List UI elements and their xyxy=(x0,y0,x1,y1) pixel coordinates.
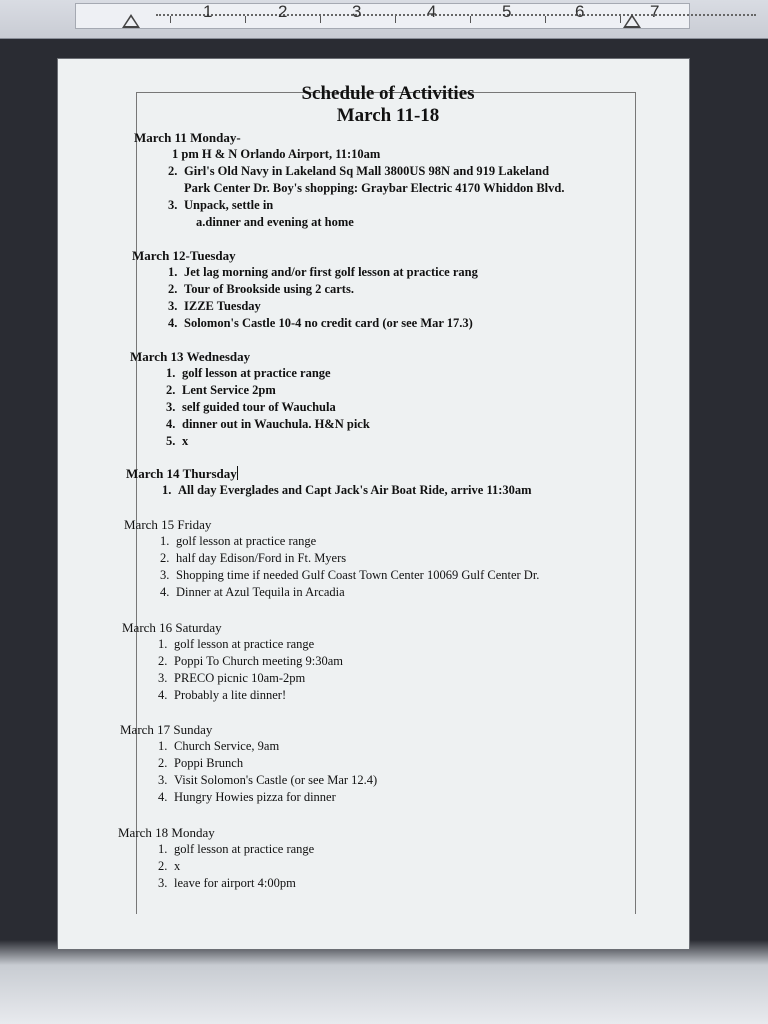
item-number: 1. xyxy=(160,534,170,548)
ruler-tick xyxy=(245,16,246,23)
item-text: Poppi To Church meeting 9:30am xyxy=(174,654,344,668)
item-text: Park Center Dr. Boy's shopping: Graybar Electric 4170 Whiddon Blvd. xyxy=(184,181,565,195)
item-text: Girl's Old Navy in Lakeland Sq Mall 3800US 98N and 919 Lakeland xyxy=(184,164,550,178)
item-number: 1. xyxy=(162,483,172,497)
list-item[interactable] xyxy=(134,197,694,214)
item-text: half day Edison/Ford in Ft. Myers xyxy=(176,551,347,565)
left-indent-marker-icon[interactable] xyxy=(122,14,140,28)
ruler-number: 6 xyxy=(575,2,585,21)
item-text: golf lesson at practice range xyxy=(174,842,315,856)
item-text: All day Everglades and Capt Jack's Air Boat Ride, arrive 11:30am xyxy=(178,483,532,497)
item-number: 2. xyxy=(168,282,178,296)
document-page[interactable] xyxy=(57,58,690,950)
list-item[interactable] xyxy=(130,399,690,416)
list-item[interactable] xyxy=(134,146,694,163)
day-section-march-14 xyxy=(126,465,686,499)
item-text: Tour of Brookside using 2 carts. xyxy=(184,282,354,296)
list-item[interactable] xyxy=(118,875,678,892)
list-item[interactable] xyxy=(130,416,690,433)
item-text: Unpack, settle in xyxy=(184,198,274,212)
item-text: Solomon's Castle 10-4 no credit card (or see Mar 17.3) xyxy=(184,316,473,330)
ruler-number: 2 xyxy=(278,2,288,21)
item-text: Dinner at Azul Tequila in Arcadia xyxy=(176,585,345,599)
day-section-march-11 xyxy=(134,129,694,231)
screen-bottom-area xyxy=(0,940,768,1024)
item-text: Visit Solomon's Castle (or see Mar 12.4) xyxy=(174,773,378,787)
item-number: 3. xyxy=(158,876,168,890)
list-item[interactable] xyxy=(132,298,692,315)
item-number: 2. xyxy=(158,654,168,668)
item-number: 4. xyxy=(160,585,170,599)
item-number: 3. xyxy=(158,773,168,787)
list-item[interactable] xyxy=(132,264,692,281)
item-number: 1. xyxy=(158,637,168,651)
list-item[interactable] xyxy=(130,382,690,399)
day-section-march-13 xyxy=(130,348,690,450)
ruler-number: 5 xyxy=(502,2,512,21)
list-item[interactable] xyxy=(122,653,682,670)
day-heading[interactable]: March 13 Wednesday xyxy=(130,349,251,364)
list-item[interactable] xyxy=(120,755,680,772)
list-item[interactable] xyxy=(134,163,694,180)
day-heading[interactable]: March 11 Monday- xyxy=(134,130,241,145)
day-section-march-12 xyxy=(132,247,692,332)
item-text: Poppi Brunch xyxy=(174,756,244,770)
item-text: x xyxy=(182,434,189,448)
item-text: golf lesson at practice range xyxy=(174,637,315,651)
list-item[interactable] xyxy=(130,433,690,450)
ruler-tick xyxy=(545,16,546,23)
ruler-number: 3 xyxy=(352,2,362,21)
list-item[interactable] xyxy=(124,550,684,567)
item-number: 2. xyxy=(166,383,176,397)
item-text: PRECO picnic 10am-2pm xyxy=(174,671,306,685)
ruler-tick xyxy=(170,16,171,23)
item-text: Shopping time if needed Gulf Coast Town Center 10069 Gulf Center Dr. xyxy=(176,568,540,582)
item-letter: a. xyxy=(196,215,206,229)
item-text: dinner out in Wauchula. H&N pick xyxy=(182,417,370,431)
list-item[interactable] xyxy=(120,738,680,755)
item-number: 3. xyxy=(158,671,168,685)
item-number: 3. xyxy=(168,198,178,212)
day-section-march-17 xyxy=(120,721,680,806)
list-item[interactable] xyxy=(132,315,692,332)
item-number: 2. xyxy=(158,756,168,770)
ruler-tick xyxy=(470,16,471,23)
day-heading[interactable]: March 15 Friday xyxy=(124,517,212,532)
list-item[interactable] xyxy=(124,533,684,550)
day-section-march-16 xyxy=(122,619,682,704)
horizontal-ruler[interactable] xyxy=(0,0,768,39)
ruler-track[interactable] xyxy=(75,3,690,29)
list-item[interactable] xyxy=(126,482,686,499)
title-line-1: Schedule of Activities xyxy=(301,83,475,104)
list-item[interactable] xyxy=(120,789,680,806)
ruler-tick xyxy=(620,16,621,23)
item-number: 2. xyxy=(160,551,170,565)
item-text: golf lesson at practice range xyxy=(182,366,331,380)
item-number: 4. xyxy=(158,688,168,702)
item-number: 4. xyxy=(166,417,176,431)
item-number: 3. xyxy=(166,400,176,414)
list-item[interactable] xyxy=(122,670,682,687)
item-number: 4. xyxy=(168,316,178,330)
item-text: IZZE Tuesday xyxy=(184,299,261,313)
item-number: 5. xyxy=(166,434,176,448)
list-item[interactable] xyxy=(122,636,682,653)
item-number: 1. xyxy=(158,739,168,753)
list-item[interactable] xyxy=(134,180,694,197)
list-item[interactable] xyxy=(122,687,682,704)
item-text: x xyxy=(174,859,181,873)
ruler-tick xyxy=(395,16,396,23)
item-number: 1. xyxy=(166,366,176,380)
list-item[interactable] xyxy=(124,567,684,584)
day-heading[interactable]: March 18 Monday xyxy=(118,825,215,840)
item-text: Hungry Howies pizza for dinner xyxy=(174,790,336,804)
item-text: golf lesson at practice range xyxy=(176,534,317,548)
item-number: 1. xyxy=(158,842,168,856)
item-number: 4. xyxy=(158,790,168,804)
item-text: Lent Service 2pm xyxy=(182,383,276,397)
day-heading-text: March 14 Thursday xyxy=(126,466,237,481)
text-cursor xyxy=(237,466,238,480)
day-section-march-15 xyxy=(124,516,684,601)
list-item[interactable] xyxy=(130,365,690,382)
list-item[interactable] xyxy=(132,281,692,298)
sub-list-item[interactable] xyxy=(134,214,694,231)
item-text: self guided tour of Wauchula xyxy=(182,400,336,414)
item-number: 1. xyxy=(168,265,178,279)
ruler-tick xyxy=(320,16,321,23)
ruler-number: 7 xyxy=(650,2,660,21)
item-number: 3. xyxy=(160,568,170,582)
item-text: dinner and evening at home xyxy=(205,215,354,229)
item-text: 1 pm H & N Orlando Airport, 11:10am xyxy=(172,147,381,161)
document-title xyxy=(218,83,558,127)
ruler-number: 4 xyxy=(427,2,437,21)
list-item[interactable] xyxy=(120,772,680,789)
day-heading[interactable]: March 16 Saturday xyxy=(122,620,222,635)
day-heading[interactable]: March 17 Sunday xyxy=(120,722,213,737)
item-text: leave for airport 4:00pm xyxy=(174,876,296,890)
item-text: Jet lag morning and/or first golf lesson at practice rang xyxy=(184,265,478,279)
item-number: 2. xyxy=(168,164,178,178)
ruler-dotted-scale xyxy=(156,14,756,18)
item-number: 2. xyxy=(158,859,168,873)
ruler-number: 1 xyxy=(203,2,213,21)
day-heading[interactable] xyxy=(126,465,686,482)
item-text: Probably a lite dinner! xyxy=(174,688,287,702)
list-item[interactable] xyxy=(118,858,678,875)
day-heading[interactable]: March 12-Tuesday xyxy=(132,248,236,263)
list-item[interactable] xyxy=(124,584,684,601)
day-section-march-18 xyxy=(118,824,678,892)
item-text: Church Service, 9am xyxy=(174,739,280,753)
title-line-2: March 11-18 xyxy=(336,105,440,126)
item-number: 3. xyxy=(168,299,178,313)
right-indent-marker-icon[interactable] xyxy=(623,14,641,28)
list-item[interactable] xyxy=(118,841,678,858)
